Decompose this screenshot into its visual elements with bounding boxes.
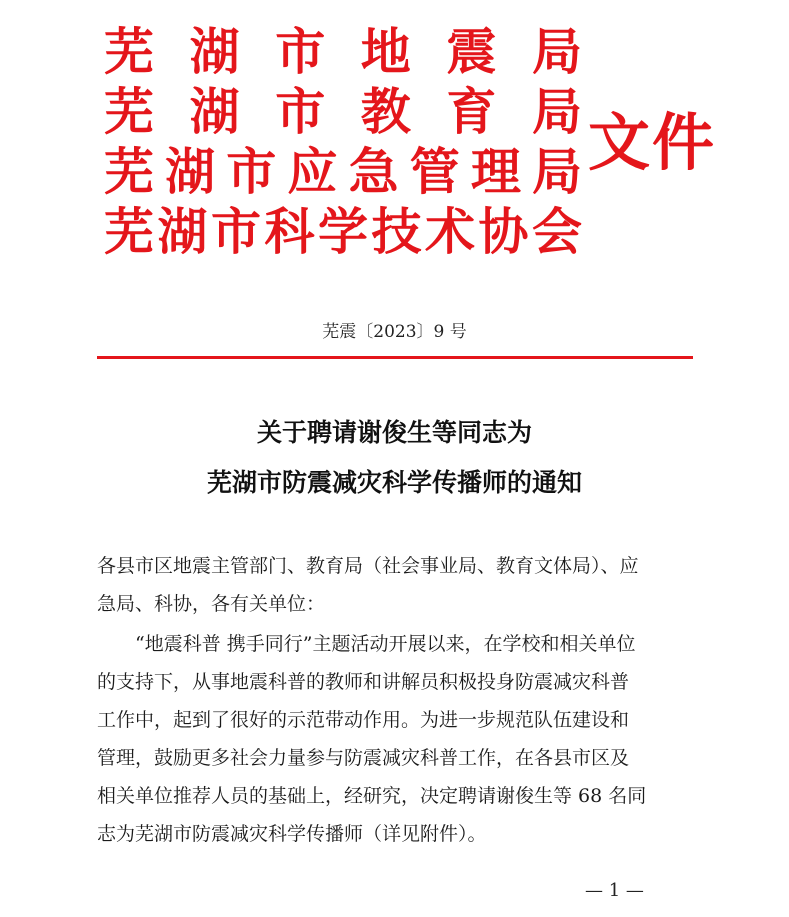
- issuer-char: 育: [446, 83, 497, 141]
- paragraph-line: 的支持下，从事地震科普的教师和讲解员积极投身防震减灾科普: [97, 671, 630, 693]
- issuer-char: 局: [531, 83, 582, 141]
- issuer-char: 湖: [165, 143, 216, 201]
- issuer-char: 管: [409, 143, 460, 201]
- issuer-char: 震: [446, 23, 497, 81]
- issuer-char: 局: [531, 23, 582, 81]
- issuer-char: 市: [211, 203, 261, 261]
- issuer-char: 技: [371, 203, 422, 261]
- paragraph-line: 工作中，起到了很好的示范带动作用。为进一步规范队伍建设和: [97, 709, 630, 731]
- issuer-char: 应: [287, 143, 338, 201]
- issuer-char: 湖: [157, 203, 208, 261]
- issuer-char: 协: [478, 203, 529, 261]
- issuer-block: [104, 22, 582, 262]
- issuer-char: 理: [470, 143, 521, 201]
- salutation-line-2: 急局、科协，各有关单位：: [97, 593, 326, 615]
- document-number: 芜震〔2023〕9 号: [322, 322, 467, 342]
- document-word: 文件: [588, 106, 717, 179]
- issuer-char: 会: [532, 203, 582, 261]
- issuer-char: 芜: [104, 203, 154, 261]
- salutation: [97, 547, 695, 623]
- page-number: — 1 —: [585, 880, 644, 901]
- paragraph-line: 相关单位推荐人员的基础上，经研究，决定聘请谢俊生等 68 名同: [97, 785, 647, 807]
- issuer-education-bureau: [104, 82, 582, 142]
- paragraph-line: 志为芜湖市防震减灾科学传播师（详见附件）。: [97, 823, 487, 845]
- issuer-char: 科: [264, 203, 315, 261]
- issuer-char: 市: [275, 23, 326, 81]
- issuer-char: 学: [318, 203, 368, 261]
- issuer-char: 湖: [189, 23, 240, 81]
- paragraph-1: [97, 625, 695, 853]
- issuer-char: 市: [226, 143, 277, 201]
- notice-title-line-2: 芜湖市防震减灾科学传播师的通知: [206, 468, 582, 497]
- notice-title-line-1: 关于聘请谢俊生等同志为: [256, 418, 532, 447]
- issuer-char: 芜: [104, 23, 154, 81]
- issuer-char: 芜: [104, 143, 154, 201]
- issuer-char: 局: [531, 143, 582, 201]
- issuer-char: 地: [360, 23, 411, 81]
- paragraph-line: 管理，鼓励更多社会力量参与防震减灾科普工作，在各县市区及: [97, 747, 630, 769]
- issuer-earthquake-bureau: [104, 22, 582, 82]
- issuer-emergency-bureau: [104, 142, 582, 202]
- issuer-char: 术: [425, 203, 475, 261]
- issuer-char: 市: [275, 83, 326, 141]
- issuer-science-association: [104, 202, 582, 262]
- paragraph-line: “地震科普 携手同行”主题活动开展以来，在学校和相关单位: [135, 633, 636, 655]
- red-separator-line: [97, 356, 693, 359]
- issuer-char: 急: [348, 143, 399, 201]
- issuer-char: 芜: [104, 83, 154, 141]
- salutation-line-1: 各县市区地震主管部门、教育局（社会事业局、教育文体局）、应: [97, 555, 639, 577]
- issuer-char: 教: [360, 83, 411, 141]
- issuer-char: 湖: [189, 83, 240, 141]
